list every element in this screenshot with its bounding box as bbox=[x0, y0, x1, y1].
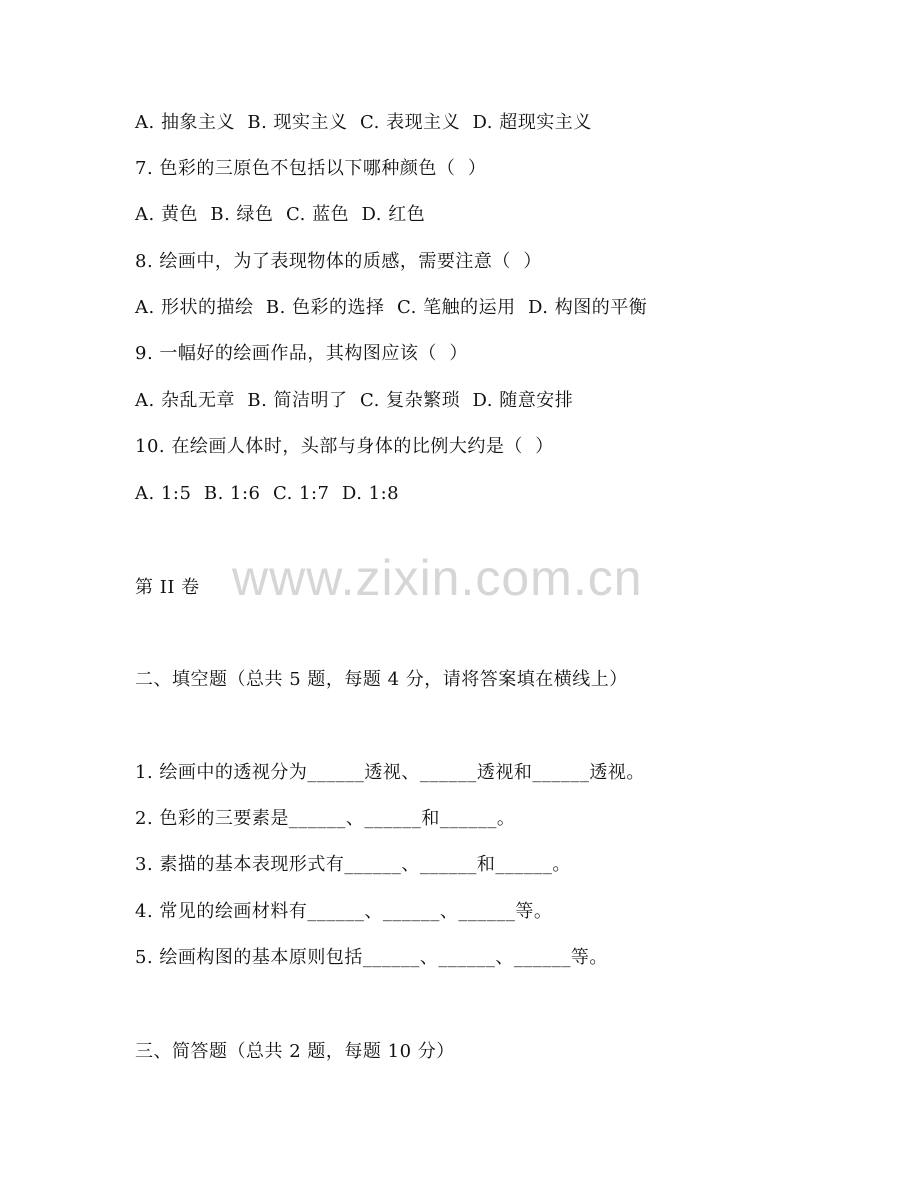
fill-item: 4. 常见的绘画材料有______、______、______等。 bbox=[135, 901, 553, 922]
q9-options: A. 杂乱无章 B. 简洁明了 C. 复杂繁琐 D. 随意安排 bbox=[135, 390, 574, 411]
fill-item: 1. 绘画中的透视分为______透视、______透视和______透视。 bbox=[135, 762, 645, 783]
section-heading-fill-in: 二、填空题（总共 5 题，每题 4 分，请将答案填在横线上） bbox=[135, 669, 628, 690]
q7-question: 7. 色彩的三原色不包括以下哪种颜色（ ） bbox=[135, 158, 487, 179]
section-heading-short-answer: 三、简答题（总共 2 题，每题 10 分） bbox=[135, 1041, 455, 1062]
watermark: www.zixin.com.cn bbox=[232, 550, 643, 606]
q8-question: 8. 绘画中，为了表现物体的质感，需要注意（ ） bbox=[135, 251, 542, 272]
q6-options: A. 抽象主义 B. 现实主义 C. 表现主义 D. 超现实主义 bbox=[135, 112, 592, 133]
fill-item: 3. 素描的基本表现形式有______、______和______。 bbox=[135, 854, 571, 875]
q9-question: 9. 一幅好的绘画作品，其构图应该（ ） bbox=[135, 343, 468, 364]
part-title: 第 II 卷 bbox=[135, 577, 200, 598]
q7-options: A. 黄色 B. 绿色 C. 蓝色 D. 红色 bbox=[135, 204, 426, 225]
q8-options: A. 形状的描绘 B. 色彩的选择 C. 笔触的运用 D. 构图的平衡 bbox=[135, 297, 648, 318]
fill-item: 5. 绘画构图的基本原则包括______、______、______等。 bbox=[135, 947, 608, 968]
q10-question: 10. 在绘画人体时，头部与身体的比例大约是（ ） bbox=[135, 436, 554, 457]
fill-item: 2. 色彩的三要素是______、______和______。 bbox=[135, 808, 516, 829]
q10-options: A. 1:5 B. 1:6 C. 1:7 D. 1:8 bbox=[135, 483, 400, 504]
